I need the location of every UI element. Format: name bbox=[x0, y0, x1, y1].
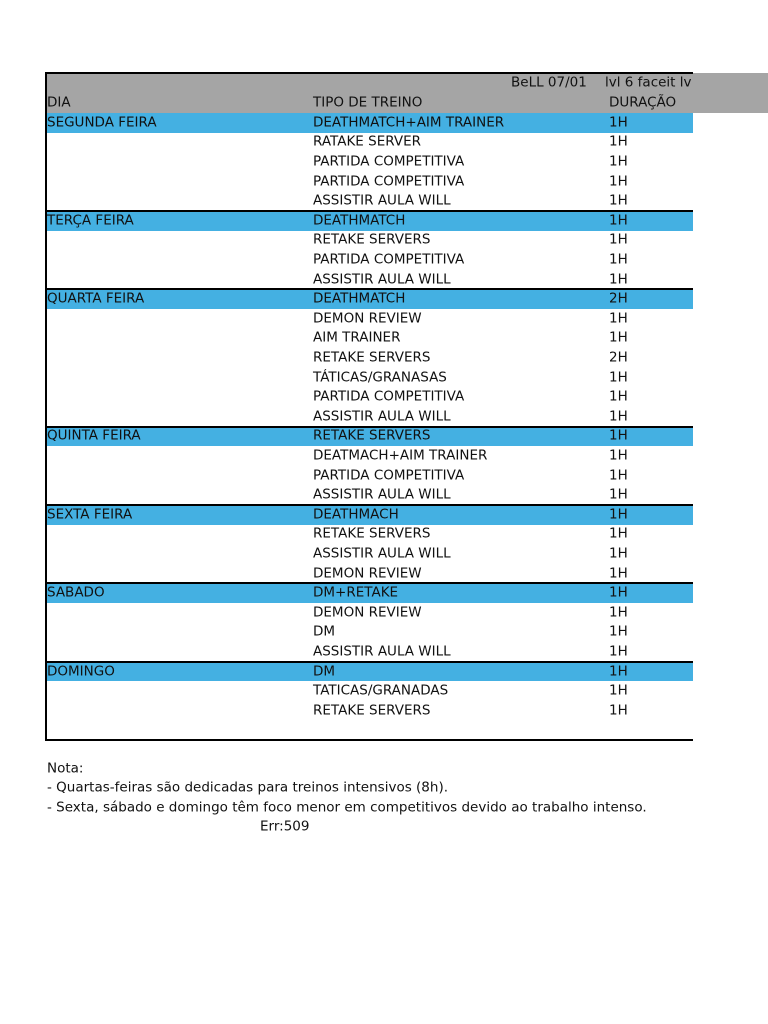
duration-cell[interactable]: 1H bbox=[609, 427, 628, 444]
day-separator-line bbox=[46, 661, 693, 663]
duration-cell[interactable]: 1H bbox=[609, 584, 628, 601]
sheet-title[interactable]: BeLL 07/01 bbox=[511, 74, 587, 91]
training-type-cell[interactable]: DEATHMACH bbox=[313, 506, 399, 523]
note-line[interactable]: - Sexta, sábado e domingo têm foco menor em competitivos devido ao trabalho intenso. bbox=[47, 799, 647, 816]
training-type-cell[interactable]: PARTIDA COMPETITIVA bbox=[313, 251, 465, 268]
duration-cell[interactable]: 1H bbox=[609, 329, 628, 346]
duration-cell[interactable]: 1H bbox=[609, 662, 628, 679]
training-type-cell[interactable]: PARTIDA COMPETITIVA bbox=[313, 153, 465, 170]
day-cell[interactable]: SEXTA FEIRA bbox=[47, 506, 133, 523]
duration-cell[interactable]: 1H bbox=[609, 506, 628, 523]
training-type-cell[interactable]: ASSISTIR AULA WILL bbox=[313, 192, 451, 209]
duration-cell[interactable]: 1H bbox=[609, 564, 628, 581]
duration-cell[interactable]: 1H bbox=[609, 270, 628, 287]
duration-cell[interactable]: 1H bbox=[609, 466, 628, 483]
training-type-cell[interactable]: ASSISTIR AULA WILL bbox=[313, 408, 451, 425]
training-type-cell[interactable]: ASSISTIR AULA WILL bbox=[313, 270, 451, 287]
training-type-cell[interactable]: PARTIDA COMPETITIVA bbox=[313, 466, 465, 483]
training-type-cell[interactable]: RETAKE SERVERS bbox=[313, 231, 431, 248]
day-separator-line bbox=[46, 210, 693, 212]
training-type-cell[interactable]: DM bbox=[313, 662, 336, 679]
day-band bbox=[47, 662, 693, 682]
training-type-cell[interactable]: DEMON REVIEW bbox=[313, 310, 422, 327]
duration-cell[interactable]: 1H bbox=[609, 192, 628, 209]
level-label[interactable]: lvl 6 faceit lv bbox=[605, 74, 692, 91]
day-cell[interactable]: DOMINGO bbox=[47, 662, 115, 679]
duration-cell[interactable]: 1H bbox=[609, 114, 628, 131]
day-cell[interactable]: TERÇA FEIRA bbox=[47, 212, 134, 229]
duration-cell[interactable]: 1H bbox=[609, 172, 628, 189]
duration-cell[interactable]: 1H bbox=[609, 643, 628, 660]
day-separator-line bbox=[46, 504, 693, 506]
duration-cell[interactable]: 1H bbox=[609, 408, 628, 425]
duration-cell[interactable]: 1H bbox=[609, 447, 628, 464]
training-type-cell[interactable]: ASSISTIR AULA WILL bbox=[313, 545, 451, 562]
duration-cell[interactable]: 2H bbox=[609, 290, 628, 307]
training-type-cell[interactable]: DEMON REVIEW bbox=[313, 564, 422, 581]
training-type-cell[interactable]: RATAKE SERVER bbox=[313, 133, 422, 150]
duration-cell[interactable]: 1H bbox=[609, 133, 628, 150]
duration-cell[interactable]: 2H bbox=[609, 349, 628, 366]
training-type-cell[interactable]: DEATMACH+AIM TRAINER bbox=[313, 447, 488, 464]
day-separator-line bbox=[46, 288, 693, 290]
duration-cell[interactable]: 1H bbox=[609, 486, 628, 503]
duration-cell[interactable]: 1H bbox=[609, 251, 628, 268]
training-type-cell[interactable]: DEATHMATCH bbox=[313, 212, 406, 229]
table-left-border bbox=[45, 72, 47, 741]
duration-cell[interactable]: 1H bbox=[609, 212, 628, 229]
training-type-cell[interactable]: ASSISTIR AULA WILL bbox=[313, 486, 451, 503]
training-type-cell[interactable]: AIM TRAINER bbox=[313, 329, 401, 346]
day-cell[interactable]: QUARTA FEIRA bbox=[47, 290, 145, 307]
duration-cell[interactable]: 1H bbox=[609, 545, 628, 562]
training-type-cell[interactable]: RETAKE SERVERS bbox=[313, 525, 431, 542]
column-header-duracao[interactable]: DURAÇÃO bbox=[609, 94, 677, 111]
duration-cell[interactable]: 1H bbox=[609, 525, 628, 542]
duration-cell[interactable]: 1H bbox=[609, 153, 628, 170]
training-type-cell[interactable]: RETAKE SERVERS bbox=[313, 349, 431, 366]
column-header-dia[interactable]: DIA bbox=[47, 94, 71, 111]
day-separator-line bbox=[46, 582, 693, 584]
training-type-cell[interactable]: PARTIDA COMPETITIVA bbox=[313, 388, 465, 405]
training-type-cell[interactable]: DM bbox=[313, 623, 336, 640]
error-cell[interactable]: Err:509 bbox=[260, 818, 310, 835]
duration-cell[interactable]: 1H bbox=[609, 623, 628, 640]
duration-cell[interactable]: 1H bbox=[609, 702, 628, 719]
duration-cell[interactable]: 1H bbox=[609, 388, 628, 405]
training-type-cell[interactable]: DM+RETAKE bbox=[313, 584, 399, 601]
day-cell[interactable]: SEGUNDA FEIRA bbox=[47, 114, 157, 131]
training-type-cell[interactable]: RETAKE SERVERS bbox=[313, 427, 431, 444]
training-type-cell[interactable]: PARTIDA COMPETITIVA bbox=[313, 172, 465, 189]
day-separator-line bbox=[46, 426, 693, 428]
table-bottom-border bbox=[46, 739, 693, 741]
duration-cell[interactable]: 1H bbox=[609, 310, 628, 327]
day-cell[interactable]: SABADO bbox=[47, 584, 105, 601]
training-type-cell[interactable]: DEATHMATCH+AIM TRAINER bbox=[313, 114, 505, 131]
duration-cell[interactable]: 1H bbox=[609, 604, 628, 621]
note-line[interactable]: - Quartas-feiras são dedicadas para treinos intensivos (8h). bbox=[47, 779, 448, 796]
day-cell[interactable]: QUINTA FEIRA bbox=[47, 427, 141, 444]
duration-cell[interactable]: 1H bbox=[609, 231, 628, 248]
training-type-cell[interactable]: DEATHMATCH bbox=[313, 290, 406, 307]
note-title[interactable]: Nota: bbox=[47, 760, 84, 777]
training-type-cell[interactable]: TÁTICAS/GRANASAS bbox=[313, 368, 447, 385]
duration-cell[interactable]: 1H bbox=[609, 368, 628, 385]
training-type-cell[interactable]: RETAKE SERVERS bbox=[313, 702, 431, 719]
training-type-cell[interactable]: ASSISTIR AULA WILL bbox=[313, 643, 451, 660]
duration-cell[interactable]: 1H bbox=[609, 682, 628, 699]
training-type-cell[interactable]: DEMON REVIEW bbox=[313, 604, 422, 621]
training-type-cell[interactable]: TATICAS/GRANADAS bbox=[313, 682, 449, 699]
column-header-tipo[interactable]: TIPO DE TREINO bbox=[313, 94, 423, 111]
table-top-border bbox=[46, 72, 693, 74]
